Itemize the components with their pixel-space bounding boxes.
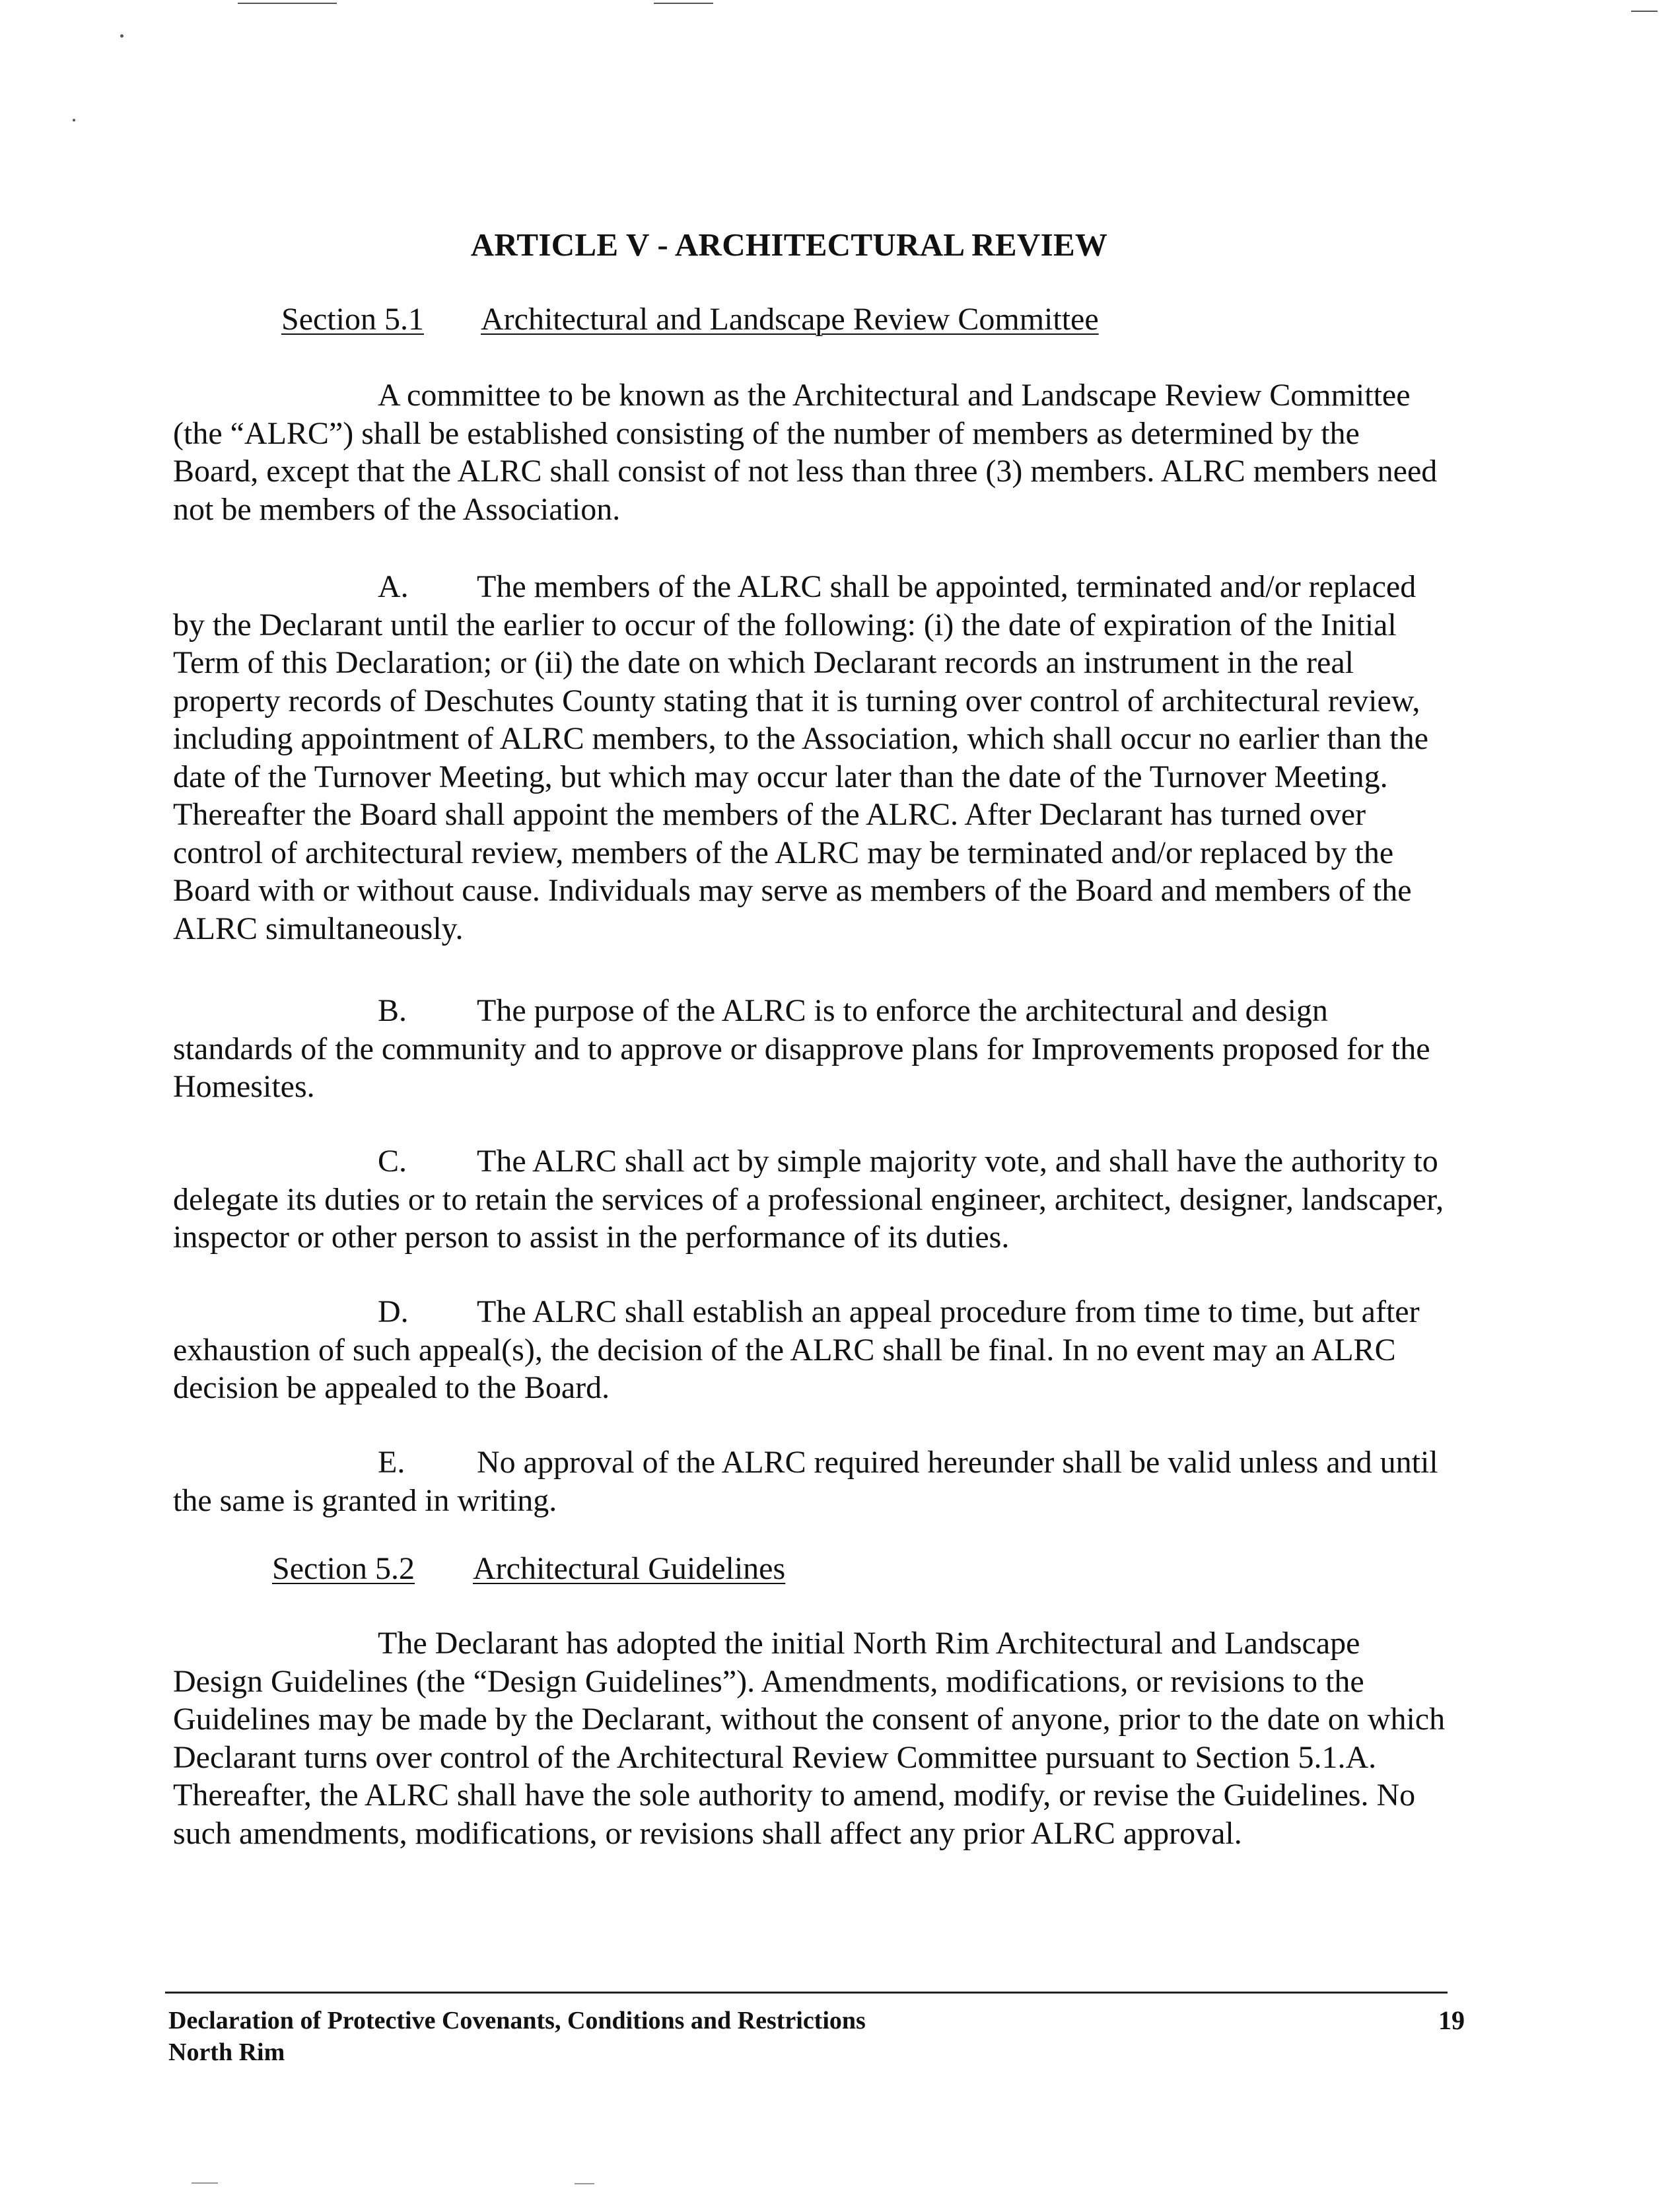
scan-mark-top-3 [1631, 11, 1658, 12]
section-5-1-intro-text: A committee to be known as the Architectural and Landscape Review Committee (the “ALRC”) shall be established consisting of the number of members as determined by the Board, except that the ALRC shall consist of not less than three (3) members. ALRC members need not be members of the Association. [173, 378, 1438, 527]
item-b [173, 992, 1448, 1106]
item-a-letter: A. [378, 569, 409, 604]
footer-document-title: Declaration of Protective Covenants, Conditions and Restrictions [168, 2007, 866, 2034]
item-a-text: The members of the ALRC shall be appointed, terminated and/or replaced by the Declarant until the earlier to occur of the following: (i) the date of expiration of the Initial Term of this Declaration; or (ii) the date on which Declarant records an instrument in the real property records of Deschutes County stating that it is turning over control of architectural review, including appointment of ALRC members, to the Association, which shall occur no earlier than the date of the Turnover Meeting, but which may occur later than the date of the Turnover Meeting. Thereafter the Board shall appoint the members of the ALRC. After Declarant has turned over control of architectural review, members of the ALRC may be terminated and/or replaced by the Board with or without cause. Individuals may serve as members of the Board and members of the ALRC simultaneously. [173, 569, 1428, 946]
item-c-letter: C. [378, 1144, 407, 1179]
item-e-letter: E. [378, 1445, 405, 1480]
section-5-1-intro [173, 376, 1448, 528]
item-a [173, 568, 1448, 948]
section-5-2-body: The Declarant has adopted the initial North Rim Architectural and Landscape Design Guidelines (the “Design Guidelines”). Amendments, modifications, or revisions to the Guidelines may be made by the Declarant, without the consent of anyone, prior to the date on which Declarant turns over control of the Architectural Review Committee pursuant to Section 5.1.A. Thereafter, the ALRC shall have the sole authority to amend, modify, or revise the Guidelines. No such amendments, modifications, or revisions shall affect any prior ALRC approval. [173, 1626, 1446, 1851]
section-5-1-heading [0, 301, 1680, 341]
section-5-1-number: Section 5.1 [281, 302, 424, 337]
section-5-2-text [173, 1624, 1448, 1852]
item-d-text: The ALRC shall establish an appeal procedure from time to time, but after exhaustion of such appeal(s), the decision of the ALRC shall be final. In no event may an ALRC decision be appealed to the Board. [173, 1294, 1420, 1405]
item-c-text: The ALRC shall act by simple majority vote, and shall have the authority to delegate its duties or to retain the services of a professional engineer, architect, designer, landscaper, inspector or other person to assist in the performance of its duties. [173, 1144, 1444, 1255]
scan-mark-dot-1 [120, 34, 123, 38]
item-b-text: The purpose of the ALRC is to enforce the architectural and design standards of the community and to approve or disapprove plans for Improvements proposed for the Homesites. [173, 993, 1430, 1104]
item-b-letter: B. [378, 993, 407, 1028]
footer-project-name: North Rim [168, 2038, 285, 2066]
item-e [173, 1443, 1448, 1519]
item-c [173, 1142, 1448, 1257]
footer [168, 2005, 866, 2068]
article-title: ARTICLE V - ARCHITECTURAL REVIEW [470, 226, 1108, 263]
section-5-2-heading [0, 1550, 1680, 1590]
scan-mark-top-2 [654, 3, 713, 4]
footer-divider [165, 1992, 1448, 1994]
page-number: 19 [1438, 2005, 1465, 2035]
scan-mark-bottom-1 [192, 2182, 218, 2184]
scan-mark-bottom-2 [575, 2183, 594, 2184]
scan-mark-top-1 [238, 3, 337, 4]
section-5-2-title: Architectural Guidelines [473, 1551, 786, 1586]
item-d [173, 1293, 1448, 1407]
scan-mark-dot-2 [73, 119, 75, 122]
item-d-letter: D. [378, 1294, 409, 1329]
section-5-1-title: Architectural and Landscape Review Committee [481, 302, 1099, 337]
item-e-text: No approval of the ALRC required hereunder shall be valid unless and until the same is granted in writing. [173, 1445, 1438, 1518]
section-5-2-number: Section 5.2 [272, 1551, 415, 1586]
